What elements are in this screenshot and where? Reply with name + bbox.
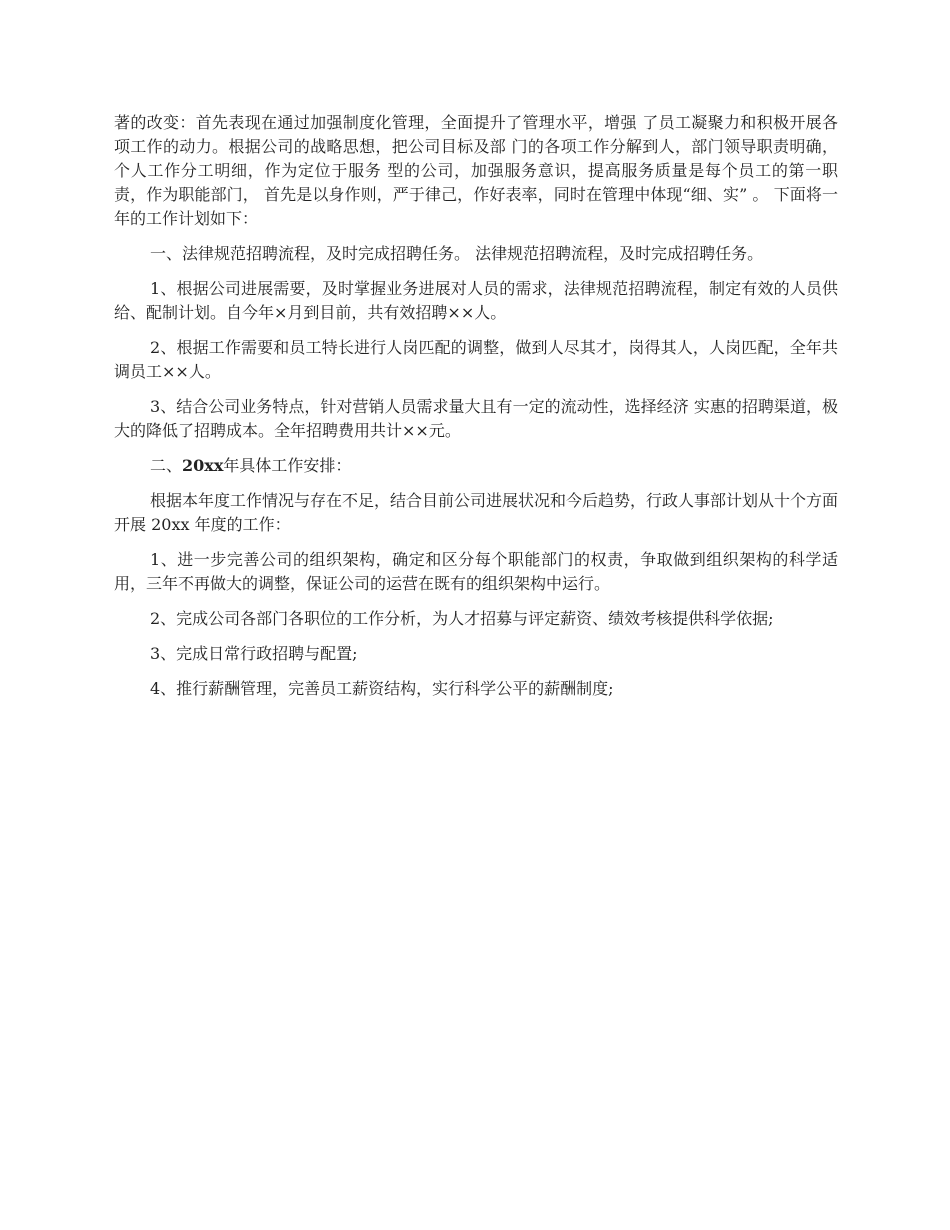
paragraph-plan-item-4: 4、推行薪酬管理，完善员工薪资结构，实行科学公平的薪酬制度; [150, 679, 614, 698]
document-body [114, 111, 838, 712]
paragraph-section-one-heading: 一、法律规范招聘流程，及时完成招聘任务。 法律规范招聘流程，及时完成招聘任务。 [150, 244, 764, 263]
paragraph-section-two-heading [114, 454, 838, 478]
paragraph-intro: 著的改变：首先表现在通过加强制度化管理，全面提升了管理水平，增强 了员工凝聚力和积极开展各项工作的动力。根据公司的战略思想，把公司目标及部 门的各项工作分解到人，部门领导职责明确，个人工作分工明细，作为定位于服务 型的公司，加强服务意识，提高服务质量是每个员工的第一职责，作为职能部门， 首先是以身作则，严于律己，作好表率，同时在管理中体现“细、实” 。 下面将一年的工作计划如下： [114, 113, 838, 228]
section-two-year: 20xx [182, 456, 224, 475]
section-two-suffix: 年具体工作安排： [223, 456, 352, 475]
section-two-prefix: 二、 [150, 456, 183, 475]
paragraph-plan-item-2: 2、完成公司各部门各职位的工作分析，为人才招募与评定薪资、绩效考核提供科学依据; [150, 609, 774, 628]
paragraph-item-2: 2、根据工作需要和员工特长进行人岗匹配的调整，做到人尽其才，岗得其人，人岗匹配，全年共调员工××人。 [114, 338, 838, 381]
paragraph-plan-intro: 根据本年度工作情况与存在不足，结合目前公司进展状况和今后趋势，行政人事部计划从十个方面开展 20xx 年度的工作： [114, 491, 839, 534]
paragraph-plan-item-1: 1、进一步完善公司的组织架构，确定和区分每个职能部门的权责，争取做到组织架构的科学适用，三年不再做大的调整，保证公司的运营在既有的组织架构中运行。 [114, 550, 838, 593]
paragraph-plan-item-3: 3、完成日常行政招聘与配置; [150, 644, 358, 663]
paragraph-item-1: 1、根据公司进展需要，及时掌握业务进展对人员的需求，法律规范招聘流程，制定有效的人员供给、配制计划。自今年×月到目前，共有效招聘××人。 [114, 279, 838, 322]
paragraph-item-3: 3、结合公司业务特点，针对营销人员需求量大且有一定的流动性，选择经济 实惠的招聘渠道，极大的降低了招聘成本。全年招聘费用共计××元。 [114, 397, 838, 440]
